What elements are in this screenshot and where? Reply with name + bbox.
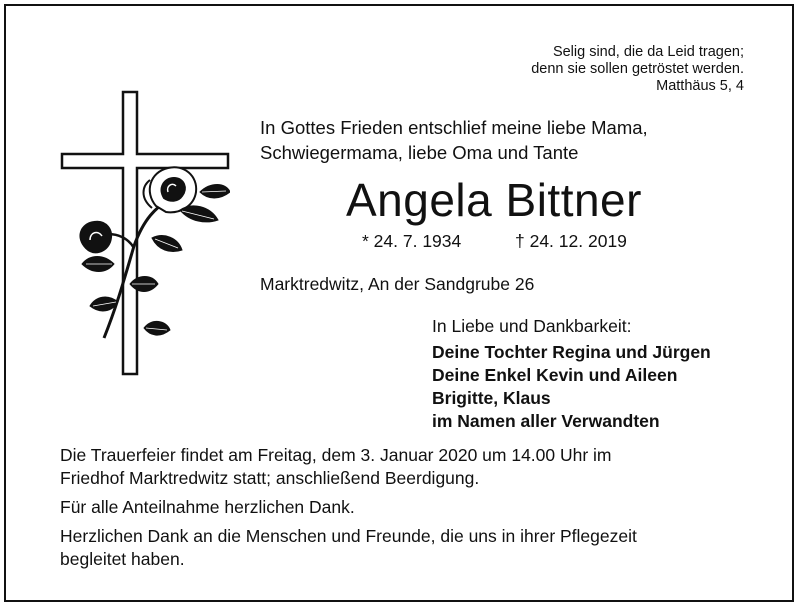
- bible-quote: [531, 44, 744, 95]
- mourner-line: Deine Enkel Kevin und Aileen: [432, 365, 678, 385]
- mourner-line: im Namen aller Verwandten: [432, 411, 660, 431]
- birth-date: * 24. 7. 1934: [362, 231, 462, 251]
- intro-text: [260, 115, 648, 165]
- funeral-notice: [60, 444, 637, 571]
- intro-line-1: In Gottes Frieden entschlief meine liebe Mama,: [260, 117, 648, 138]
- quote-reference: Matthäus 5, 4: [656, 78, 744, 94]
- quote-line-1: Selig sind, die da Leid tragen;: [552, 44, 744, 60]
- mourner-line: Deine Tochter Regina und Jürgen: [432, 342, 711, 362]
- deceased-name: Angela Bittner: [346, 174, 642, 226]
- thanks-line: Für alle Anteilnahme herzlichen Dank.: [60, 497, 355, 517]
- death-date: † 24. 12. 2019: [515, 231, 627, 251]
- mourners-list: [432, 341, 711, 433]
- intro-line-2: Schwiegermama, liebe Oma und Tante: [260, 142, 579, 163]
- address: Marktredwitz, An der Sandgrube 26: [260, 274, 535, 294]
- funeral-line-2: Friedhof Marktredwitz statt; anschließend Beerdigung.: [60, 468, 480, 488]
- care-line-2: begleitet haben.: [60, 549, 185, 569]
- mourners-intro: In Liebe und Dankbarkeit:: [432, 316, 632, 336]
- cross-with-rose-icon: [60, 88, 230, 378]
- quote-line-2: denn sie sollen getröstet werden.: [531, 61, 744, 77]
- funeral-line-1: Die Trauerfeier findet am Freitag, dem 3. Januar 2020 um 14.00 Uhr im: [60, 445, 612, 465]
- care-line-1: Herzlichen Dank an die Menschen und Freunde, die uns in ihrer Pflegezeit: [60, 526, 637, 546]
- mourner-line: Brigitte, Klaus: [432, 388, 551, 408]
